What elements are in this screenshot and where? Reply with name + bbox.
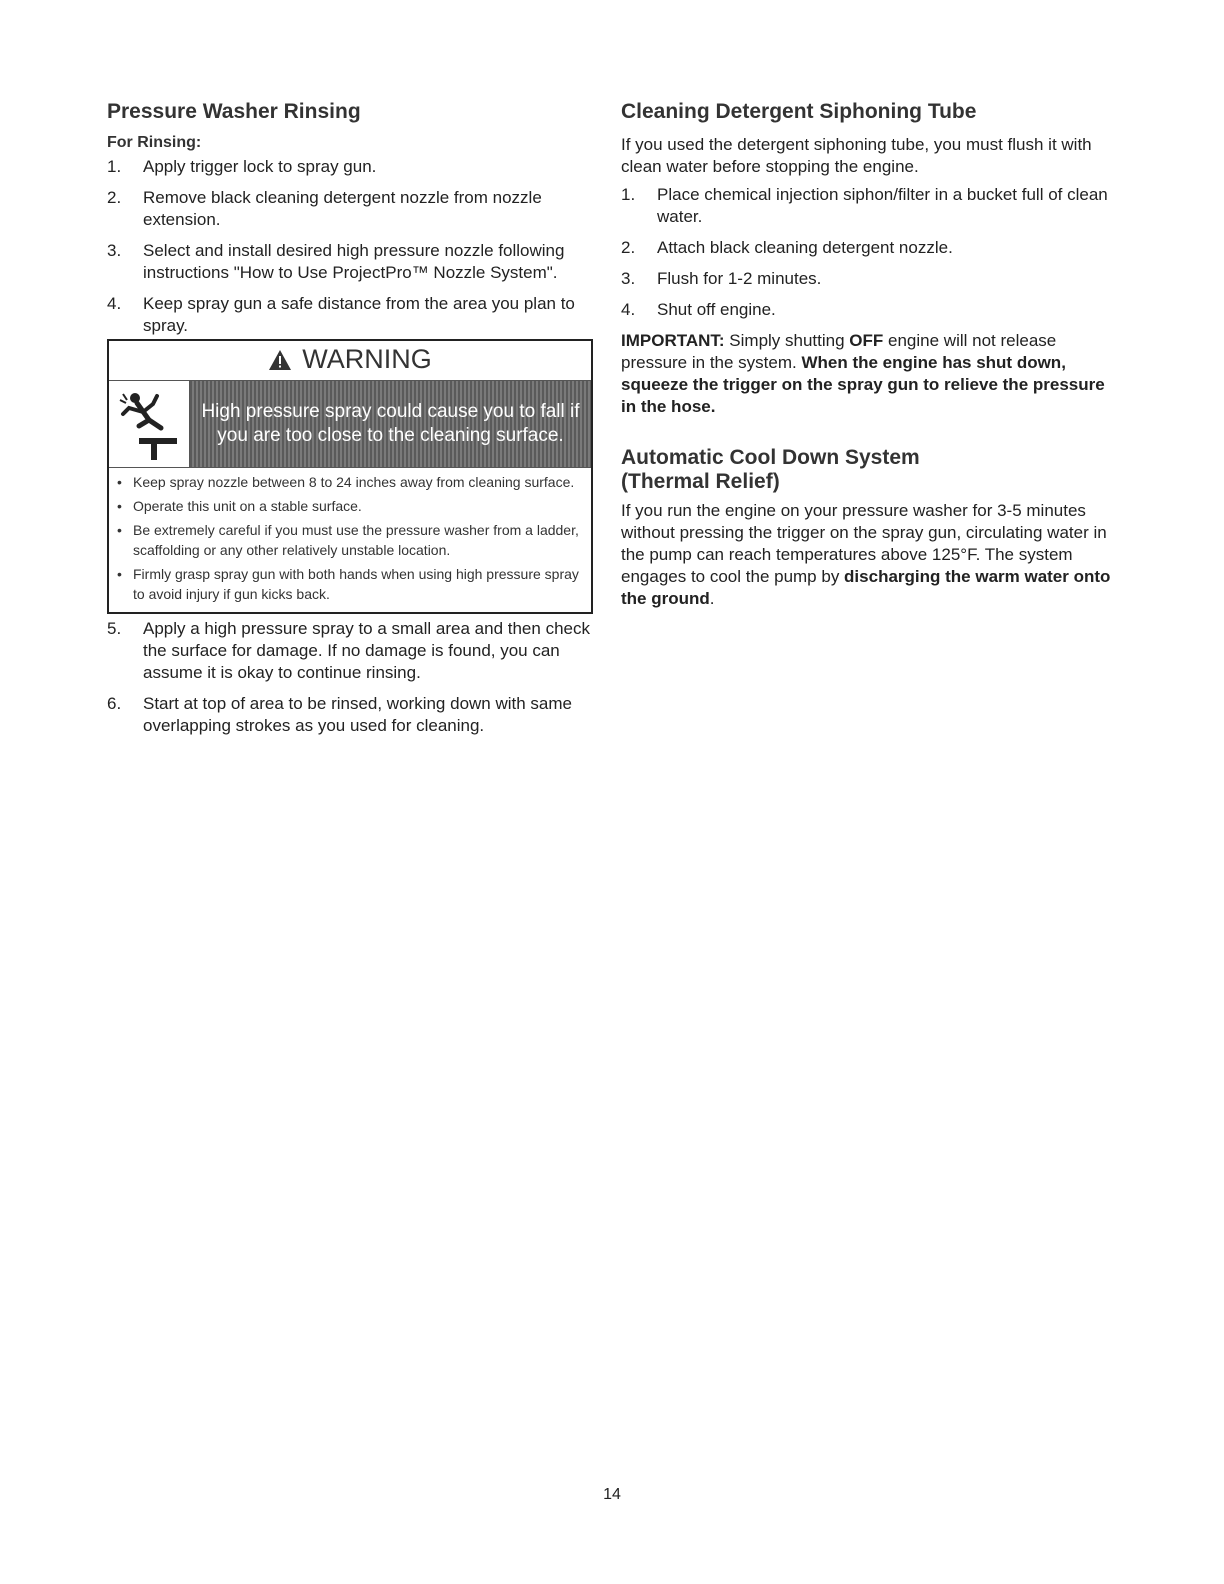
list-item: 3. Select and install desired high pressure nozzle following instructions "How to Use ProjectPro™ Nozzle System". (107, 241, 565, 282)
list-item: • Keep spray nozzle between 8 to 24 inches away from cleaning surface. (117, 472, 585, 492)
rinsing-subheading: For Rinsing: (107, 134, 202, 151)
warning-banner (109, 381, 591, 468)
falling-person-icon (109, 381, 190, 467)
siphon-intro: If you used the detergent siphoning tube, you must flush it with clean water before stopping the engine. (621, 135, 1092, 176)
list-item: 3. Flush for 1-2 minutes. (621, 269, 822, 288)
list-item: 6. Start at top of area to be rinsed, working down with same overlapping strokes as you used for cleaning. (107, 694, 573, 735)
warning-triangle-icon (268, 344, 292, 380)
important-note: IMPORTANT: Simply shutting OFF engine will not release pressure in the system. When the engine has shut down, squeeze the trigger on the spray gun to relieve the pressure in the hose. (621, 331, 1105, 416)
list-item: 2. Remove black cleaning detergent nozzle from nozzle extension. (107, 188, 542, 229)
list-item: • Firmly grasp spray gun with both hands when using high pressure spray to avoid injury if gun kicks back. (117, 564, 585, 604)
list-item: 4. Keep spray gun a safe distance from the area you plan to spray. (107, 294, 575, 335)
list-item: • Be extremely careful if you must use the pressure washer from a ladder, scaffolding or any other relatively unstable location. (117, 520, 585, 560)
page-number: 14 (603, 1486, 621, 1503)
warning-heading: WARNING (302, 344, 432, 374)
list-item: 1. Apply trigger lock to spray gun. (107, 157, 377, 176)
rinsing-heading: Pressure Washer Rinsing (107, 100, 361, 123)
list-item: 2. Attach black cleaning detergent nozzle. (621, 238, 953, 257)
list-item: • Operate this unit on a stable surface. (117, 496, 585, 516)
siphon-steps (621, 184, 1111, 321)
list-item: 4. Shut off engine. (621, 300, 776, 319)
warning-bullets (109, 468, 591, 612)
warning-header (109, 341, 591, 381)
warning-box (107, 339, 593, 614)
right-column (621, 100, 1111, 616)
left-column (107, 100, 595, 746)
siphon-heading: Cleaning Detergent Siphoning Tube (621, 100, 977, 123)
list-item: 1. Place chemical injection siphon/filter in a bucket full of clean water. (621, 185, 1108, 226)
list-item: 5. Apply a high pressure spray to a small area and then check the surface for damage. If no damage is found, you can assume it is okay to continue rinsing. (107, 619, 590, 682)
warning-banner-text: High pressure spray could cause you to fall if you are too close to the cleaning surface. (190, 381, 591, 467)
rinsing-steps-before (107, 156, 595, 337)
rinsing-steps-after (107, 618, 595, 737)
cool-down-heading: Automatic Cool Down System (Thermal Relief) (621, 446, 920, 493)
cool-down-text: If you run the engine on your pressure washer for 3-5 minutes without pressing the trigger on the spray gun, circulating water in the pump can reach temperatures above 125°F. The system engages to cool the pump by discharging the warm water onto the ground. (621, 501, 1111, 608)
